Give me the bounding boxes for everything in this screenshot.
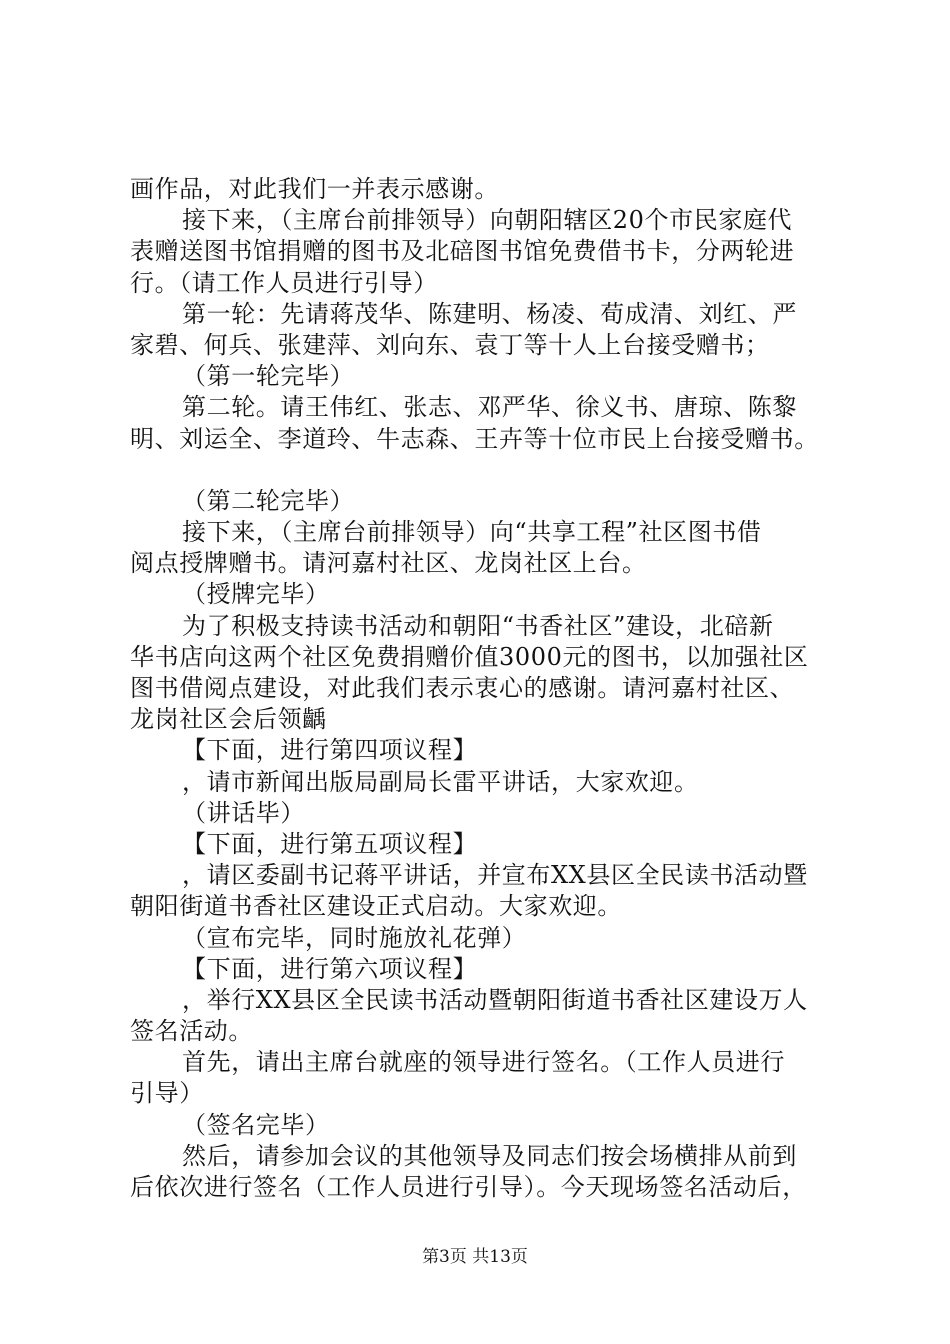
text-line: （宣布完毕，同时施放礼花弹） [182, 923, 527, 952]
text-line: 签名活动。 [130, 1017, 253, 1046]
text-line: ，请市新闻出版局副局长雷平讲话，大家欢迎。 [182, 767, 699, 796]
text-line: （讲话毕） [182, 798, 305, 827]
text-line: 明、刘运全、李道玲、牛志森、王卉等十位市民上台接受赠书。 [130, 424, 819, 453]
text-line: 画作品，对此我们一并表示感谢。 [130, 175, 499, 203]
text-line: 引导） [130, 1079, 204, 1108]
text-line: 家碧、何兵、张建萍、刘向东、袁丁等十人上台接受赠书； [130, 330, 770, 359]
text-line: 为了积极支持读书活动和朝阳“书香社区”建设，北碚新 [182, 611, 774, 640]
text-line: 图书借阅点建设，对此我们表示衷心的感谢。请河嘉村社区、 [130, 674, 795, 702]
text-line: 第一轮：先请蒋茂华、陈建明、杨凌、荀成清、刘红、严 [182, 299, 797, 328]
text-line: （第一轮完毕） [182, 362, 355, 391]
text-line: 【下面，进行第五项议程】 [182, 829, 478, 858]
text-line: 华书店向这两个社区免费捐赠价值3000元的图书，以加强社区 [130, 642, 809, 671]
document-body [130, 174, 840, 1203]
text-line: 第二轮。请王伟红、张志、邓严华、徐义书、唐琼、陈黎 [182, 393, 797, 422]
text-line: ，请区委副书记蒋平讲话，并宣布XX县区全民读书活动暨 [182, 861, 808, 890]
text-line: 朝阳街道书香社区建设正式启动。大家欢迎。 [130, 892, 622, 921]
text-line: 接下来，（主席台前排领导）向“共享工程”社区图书借 [182, 518, 762, 547]
text-line: 行。（请工作人员进行引导） [130, 268, 438, 297]
text-line: ，举行XX县区全民读书活动暨朝阳街道书香社区建设万人 [182, 985, 808, 1014]
text-line: 龙岗社区会后领齲 [130, 705, 327, 734]
blank-line [130, 455, 840, 486]
page-footer: 第3页 共13页 [422, 1247, 528, 1267]
text-line: （第二轮完毕） [182, 486, 355, 515]
text-line: （签名完毕） [182, 1110, 330, 1139]
text-line: 接下来，（主席台前排领导）向朝阳辖区20个市民家庭代 [182, 206, 793, 235]
text-line: 表赠送图书馆捐赠的图书及北碚图书馆免费借书卡，分两轮进 [130, 237, 795, 266]
text-line: 阅点授牌赠书。请河嘉村社区、龙岗社区上台。 [130, 549, 647, 578]
text-line: 【下面，进行第六项议程】 [182, 954, 478, 983]
text-line: 首先，请出主席台就座的领导进行签名。（工作人员进行 [182, 1048, 785, 1077]
text-line: 【下面，进行第四项议程】 [182, 736, 478, 765]
text-line: （授牌完毕） [182, 580, 330, 609]
text-line: 然后，请参加会议的其他领导及同志们按会场横排从前到 [182, 1141, 797, 1170]
text-line: 后依次进行签名（工作人员进行引导）。今天现场签名活动后， [130, 1173, 807, 1201]
